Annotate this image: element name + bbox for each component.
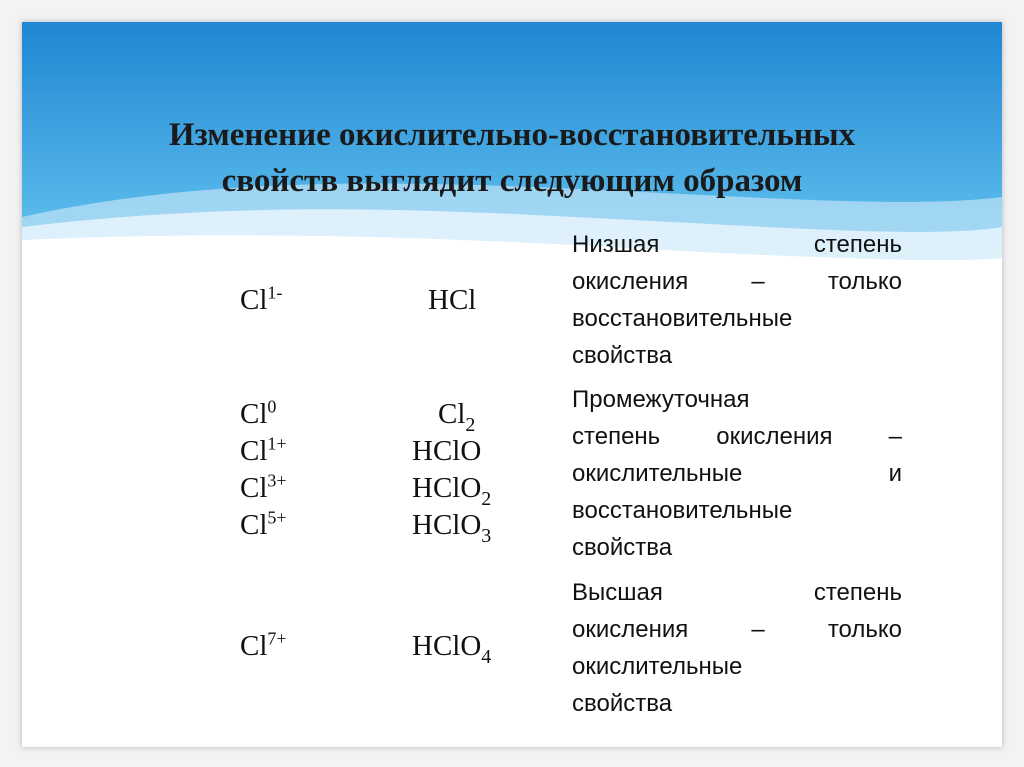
compound-hcl: HCl — [428, 284, 477, 316]
compound-cl2: $Cl_2$ — [438, 398, 476, 436]
ion-cl-5plus: $Cl^{5+}$ — [240, 507, 287, 541]
title-line-1: Изменение окислительно-восстановительных — [168, 117, 856, 153]
ion-cl-1minus: $Cl^{1-}$ — [240, 282, 283, 316]
description-highest: Высшая степень окисления – только окислительные свойства — [572, 579, 902, 717]
compound-hclo: HClO — [412, 435, 482, 467]
title-line-2: свойств выглядит следующим образом — [221, 163, 803, 199]
ion-cl-0: Cl$^0$ — [240, 396, 277, 430]
slide — [22, 22, 1002, 747]
slide-title — [62, 112, 962, 204]
compound-list-intermediate — [412, 396, 492, 547]
description-lowest: Низшая степень окисления – только восстановительные свойства — [572, 231, 902, 369]
ion-cl-7plus: $Cl^{7+}$ — [240, 628, 287, 662]
ion-cl-1plus: $Cl^{1+}$ — [240, 433, 287, 467]
ion-cl-3plus: $Cl^{3+}$ — [240, 470, 287, 504]
compound-hclo3: HClO$_3$ — [412, 509, 492, 547]
description-intermediate: Промежуточная степень окисления – окислительные и восстановительные свойства — [572, 386, 902, 561]
ion-list-intermediate — [240, 396, 287, 544]
compound-hclo4: HClO$_4$ — [412, 630, 492, 668]
compound-hclo2: HClO$_2$ — [412, 472, 492, 510]
